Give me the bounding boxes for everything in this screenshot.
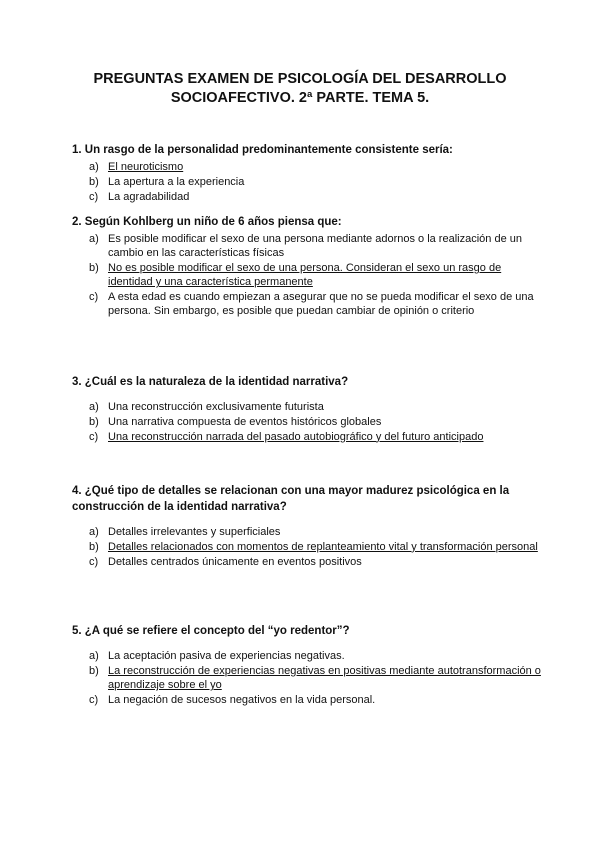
options-list xyxy=(72,525,542,569)
option-label: c) xyxy=(89,190,99,203)
question-2 xyxy=(72,214,542,319)
option-label: b) xyxy=(89,415,99,428)
question-5 xyxy=(72,623,542,708)
option-b xyxy=(72,175,542,189)
option-label: a) xyxy=(89,161,99,173)
option-label: c) xyxy=(89,430,99,443)
option-label: a) xyxy=(89,526,99,538)
question-text: 2. Según Kohlberg un niño de 6 años piensa que: xyxy=(72,216,342,228)
option-c xyxy=(72,693,542,707)
option-b xyxy=(72,664,542,692)
option-text: Una reconstrucción exclusivamente futurista xyxy=(108,401,324,413)
option-text: El neuroticismo xyxy=(108,161,184,173)
title-line-1: PREGUNTAS EXAMEN DE PSICOLOGÍA DEL DESARROLLO xyxy=(93,71,507,87)
option-b xyxy=(72,540,542,554)
option-text: La aceptación pasiva de experiencias negativas. xyxy=(108,650,345,662)
option-text: La agradabilidad xyxy=(108,190,190,203)
question-1 xyxy=(72,142,542,204)
option-c xyxy=(72,430,542,444)
option-a xyxy=(72,649,542,663)
options-list xyxy=(72,232,542,318)
question-text: 3. ¿Cuál es la naturaleza de la identidad narrativa? xyxy=(72,376,349,388)
option-label: a) xyxy=(89,650,99,662)
question-3 xyxy=(72,374,542,444)
options-list xyxy=(72,400,542,444)
option-label: a) xyxy=(89,401,99,413)
option-a xyxy=(72,232,542,260)
option-text: Es posible modificar el sexo de una persona mediante adornos o la realización de un cambio en las características físicas xyxy=(108,233,522,260)
option-text: A esta edad es cuando empiezan a asegurar que no se pueda modificar el sexo de una persona. Sin embargo, es posible que puedan cambiar de opinión o criterio xyxy=(108,291,534,318)
option-text: No es posible modificar el sexo de una persona. Consideran el sexo un rasgo de identidad y una característica permanente xyxy=(108,262,502,289)
question-text: 5. ¿A qué se refiere el concepto del “yo redentor”? xyxy=(72,625,350,637)
option-label: c) xyxy=(89,555,99,568)
option-text: La apertura a la experiencia xyxy=(108,175,245,188)
options-list xyxy=(72,649,542,707)
question-text: 4. ¿Qué tipo de detalles se relacionan con una mayor madurez psicológica en la construcción de la identidad narrativa? xyxy=(72,485,510,513)
option-text: Una reconstrucción narrada del pasado autobiográfico y del futuro anticipado xyxy=(108,430,484,443)
option-label: b) xyxy=(89,664,99,677)
option-text: Detalles relacionados con momentos de replanteamiento vital y transformación personal xyxy=(108,540,538,553)
option-label: c) xyxy=(89,291,99,303)
option-c xyxy=(72,555,542,569)
option-text: Detalles irrelevantes y superficiales xyxy=(108,526,281,538)
option-b xyxy=(72,415,542,429)
option-c xyxy=(72,290,542,318)
option-label: b) xyxy=(89,262,99,274)
document-title xyxy=(0,70,600,108)
option-a xyxy=(72,160,542,174)
option-text: La negación de sucesos negativos en la vida personal. xyxy=(108,693,376,706)
option-text: Una narrativa compuesta de eventos históricos globales xyxy=(108,415,382,428)
option-a xyxy=(72,525,542,539)
question-text: 1. Un rasgo de la personalidad predominantemente consistente sería: xyxy=(72,144,453,156)
option-label: b) xyxy=(89,540,99,553)
option-label: a) xyxy=(89,233,99,245)
option-label: c) xyxy=(89,693,99,706)
title-line-2: SOCIOAFECTIVO. 2ª PARTE. TEMA 5. xyxy=(170,90,430,106)
question-4 xyxy=(72,483,542,569)
option-label: b) xyxy=(89,175,99,188)
options-list xyxy=(72,160,542,204)
option-text: La reconstrucción de experiencias negativas en positivas mediante autotransformación o aprendizaje sobre el yo xyxy=(108,664,541,691)
option-a xyxy=(72,400,542,414)
option-text: Detalles centrados únicamente en eventos positivos xyxy=(108,555,362,568)
option-c xyxy=(72,190,542,204)
option-b xyxy=(72,261,542,289)
